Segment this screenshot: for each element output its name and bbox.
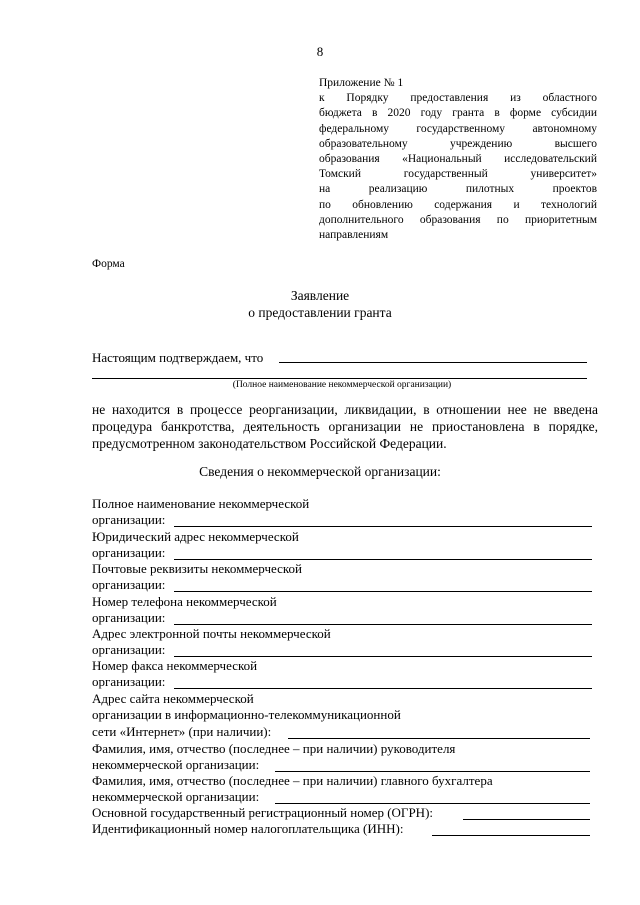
field-fax-input[interactable] (174, 688, 592, 689)
field-ogrn-label: Основной государственный регистрационный номер (ОГРН): (92, 805, 434, 820)
field-phone-label-cont: организации: (92, 610, 166, 625)
confirm-text: Настоящим подтверждаем, что (92, 350, 264, 365)
appendix-line: по обновлению содержания и технологий (319, 198, 597, 211)
field-legal-address-label-cont: организации: (92, 545, 166, 560)
field-ogrn-input[interactable] (463, 819, 590, 820)
field-legal-address-label: Юридический адрес некоммерческой (92, 529, 299, 544)
field-email-label-cont: организации: (92, 642, 166, 657)
org-name-caption: (Полное наименование некоммерческой организации) (232, 380, 452, 390)
field-fax-label: Номер факса некоммерческой (92, 658, 258, 673)
field-website-label-cont2: сети «Интернет» (при наличии): (92, 724, 272, 739)
field-website-label-cont: организации в информационно-телекоммуникационной (92, 707, 401, 722)
statement-line: процедура банкротства, деятельность организации не приостановлена в порядке, (92, 419, 598, 434)
field-accountant-label-cont: некоммерческой организации: (92, 789, 260, 804)
field-director-label-cont: некоммерческой организации: (92, 757, 260, 772)
field-phone-label: Номер телефона некоммерческой (92, 594, 277, 609)
appendix-line: направлениям (319, 229, 389, 242)
field-director-input[interactable] (275, 771, 590, 772)
appendix-line: дополнительного образования по приоритетным (319, 213, 597, 226)
field-email-label: Адрес электронной почты некоммерческой (92, 626, 331, 641)
appendix-line: на реализацию пилотных проектов (319, 183, 597, 196)
page-number: 8 (316, 44, 324, 59)
statement-paragraph (92, 401, 598, 452)
appendix-line: к Порядку предоставления из областного (319, 92, 597, 105)
field-phone-input[interactable] (174, 624, 592, 625)
appendix-line: бюджета в 2020 году гранта в форме субсидии (319, 107, 597, 120)
statement-line: предусмотренном законодательством Российской Федерации. (92, 436, 447, 451)
field-accountant-label: Фамилия, имя, отчество (последнее – при наличии) главного бухгалтера (92, 773, 493, 788)
title-line-1: Заявление (290, 288, 350, 303)
field-website-label: Адрес сайта некоммерческой (92, 691, 254, 706)
field-director-label: Фамилия, имя, отчество (последнее – при наличии) руководителя (92, 741, 456, 756)
field-email-input[interactable] (174, 656, 592, 657)
field-legal-address-input[interactable] (174, 559, 592, 560)
field-postal-label: Почтовые реквизиты некоммерческой (92, 561, 302, 576)
form-label: Форма (92, 258, 125, 270)
title-line-2: о предоставлении гранта (248, 305, 392, 320)
appendix-line: федеральному государственному автономному (319, 122, 597, 135)
field-full-name-label: Полное наименование некоммерческой (92, 496, 310, 511)
appendix-line: Томский государственный университет» (319, 168, 597, 181)
appendix-line: образовательному учреждению высшего (319, 137, 597, 150)
field-fax-label-cont: организации: (92, 674, 166, 689)
appendix-line: образования «Национальный исследовательский (319, 153, 597, 166)
field-inn-label: Идентификационный номер налогоплательщика (ИНН): (92, 821, 404, 836)
org-name-input-line[interactable] (279, 362, 587, 363)
org-name-continuation-line[interactable] (92, 378, 587, 379)
appendix-block (319, 76, 597, 243)
appendix-title: Приложение № 1 (319, 77, 404, 89)
field-website-input[interactable] (288, 738, 590, 739)
field-accountant-input[interactable] (275, 803, 590, 804)
field-inn-input[interactable] (432, 835, 590, 836)
statement-line: не находится в процессе реорганизации, ликвидации, в отношении нее не введена (92, 402, 598, 417)
field-postal-input[interactable] (174, 591, 592, 592)
field-full-name-label-cont: организации: (92, 512, 166, 527)
section-title: Сведения о некоммерческой организации: (199, 464, 441, 479)
field-full-name-input[interactable] (174, 526, 592, 527)
document-title (0, 287, 640, 321)
field-postal-label-cont: организации: (92, 577, 166, 592)
